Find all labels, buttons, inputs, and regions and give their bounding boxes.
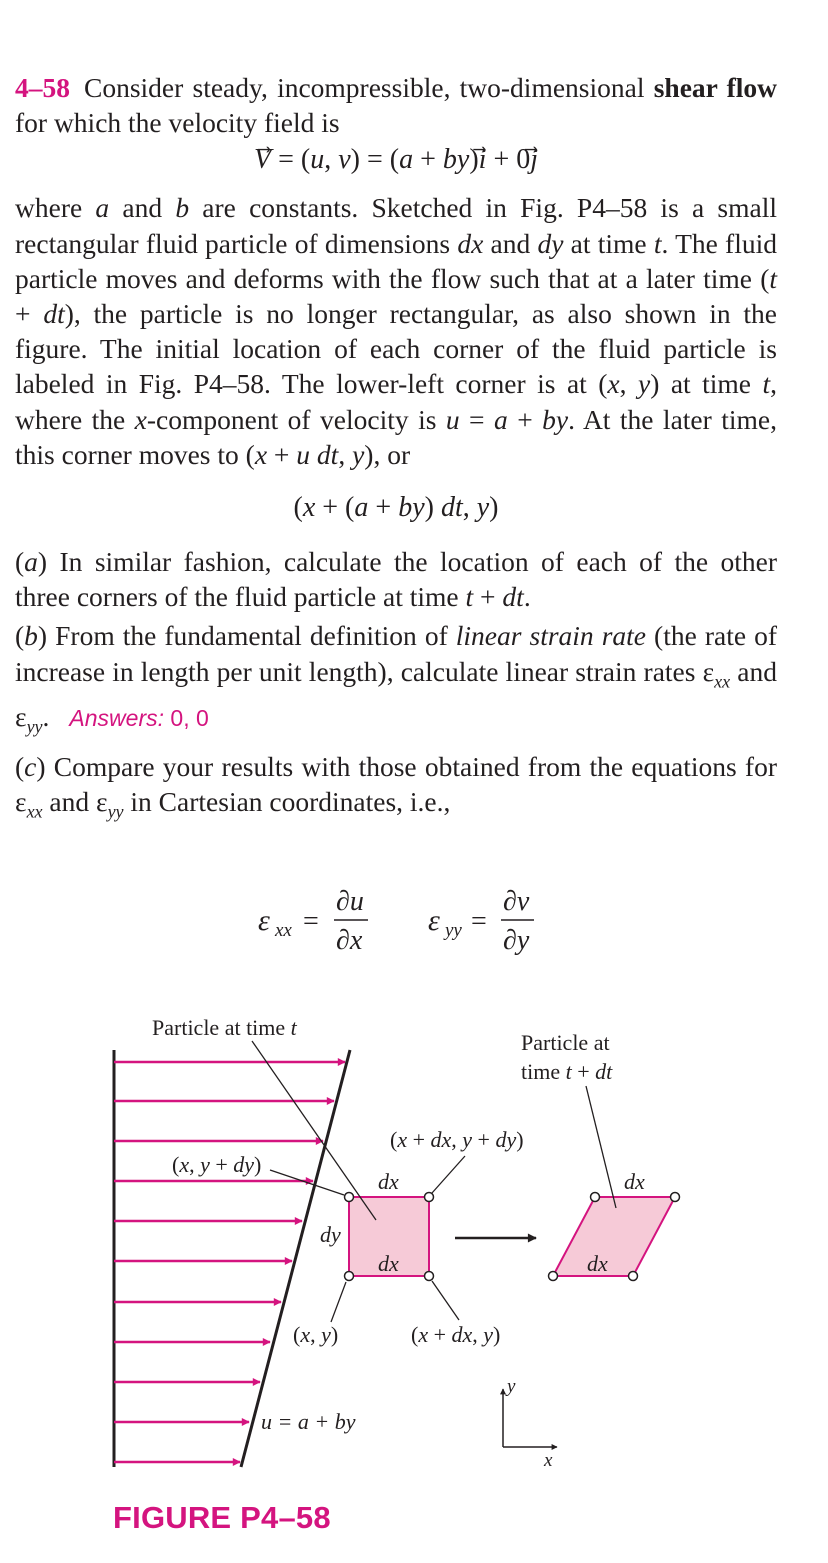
part-a: (a) In similar fashion, calculate the location of each of the other three corners of the fluid particle at time t + dt. — [15, 546, 777, 613]
svg-text:=: = — [471, 906, 487, 937]
label-corner-top-right: (x + dx, y + dy) — [390, 1127, 524, 1152]
problem-number: 4–58 — [15, 72, 70, 103]
svg-text:=: = — [303, 906, 319, 937]
figure-caption: FIGURE P4–58 — [113, 1500, 331, 1535]
problem-main-paragraph: where a and b are constants. Sketched in Fig. P4–58 is a small rectangular fluid particle of dimensions dx and dy at time t. The fluid particle moves and deforms with the flow such that at a later time (t + dt), the particle is no longer rectangular, as also shown in the figure. The initial location of each corner of the fluid particle is labeled in Fig. P4–58. The lower-left corner is at (x, y) at time t, where the x-component of velocity is u = a + by. At the later time, this corner moves to (x + u dt, y), or — [15, 192, 778, 470]
label-corner-top-left: (x, y + dy) — [172, 1152, 262, 1177]
velocity-equation: V⃗ = (u, v) = (a + by)i⃗ + 0j — [253, 144, 539, 176]
label-corner-bottom-right: (x + dx, y) — [411, 1322, 501, 1347]
label-dx-moved-bottom: dx — [587, 1251, 608, 1276]
problem-intro: 4–58 Consider steady, incompressible, two-dimensional shear flow for which the velocity field is — [15, 72, 777, 139]
particle-at-t-dt — [553, 1197, 675, 1276]
svg-text:∂x: ∂x — [336, 925, 363, 956]
label-axis-x: x — [544, 1450, 553, 1471]
label-dx-moved-top: dx — [624, 1169, 645, 1194]
svg-text:ε: ε — [258, 904, 270, 937]
label-particle-t: Particle at time t — [152, 1015, 297, 1040]
label-dx-top: dx — [378, 1169, 399, 1194]
label-dx-bottom: dx — [378, 1251, 399, 1276]
label-corner-bottom-left: (x, y) — [293, 1322, 339, 1347]
velocity-profile-arrows — [114, 1062, 345, 1462]
svg-text:xx: xx — [275, 920, 292, 941]
velocity-profile-line — [241, 1050, 350, 1467]
part-b: (b) From the fundamental definition of linear strain rate (the rate of increase in length per unit length), calculate linear strain rates $\varepsilon_{xx}$ and $\varepsilon_{yy}$. Answers: 0, 0 — [15, 620, 777, 737]
svg-text:ε: ε — [428, 904, 440, 937]
label-particle-dt-2: time t + dt — [521, 1059, 613, 1084]
label-particle-dt-1: Particle at — [521, 1030, 610, 1055]
svg-text:∂v: ∂v — [503, 886, 530, 917]
svg-text:∂y: ∂y — [503, 925, 530, 956]
label-velocity: u = a + by — [261, 1409, 356, 1434]
svg-text:yy: yy — [445, 920, 462, 941]
answer: Answers: 0, 0 — [69, 705, 209, 732]
corner-equation: (x + (a + by) dt, y) — [293, 492, 499, 524]
label-dy: dy — [320, 1222, 341, 1247]
part-c: (c) Compare your results with those obtained from the equations for $\varepsilon_{xx}$ and $\varepsilon_{yy}$ in Cartesian coordinates, i.e., — [15, 751, 777, 822]
label-axis-y: y — [507, 1376, 516, 1397]
svg-text:∂u: ∂u — [336, 886, 364, 917]
